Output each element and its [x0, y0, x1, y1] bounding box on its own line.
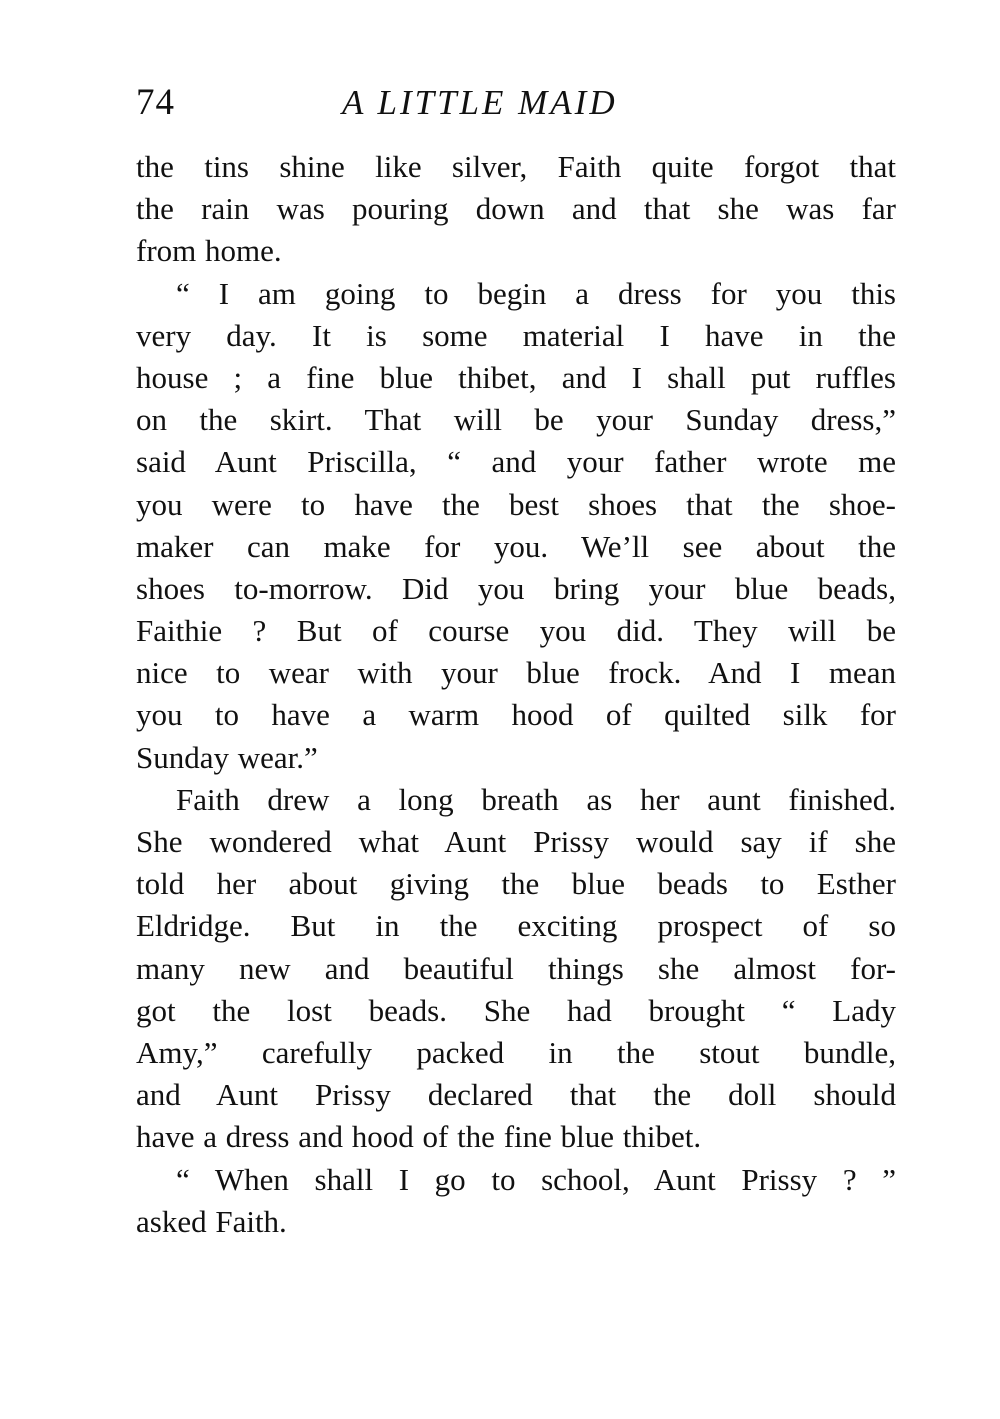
text-line: have a dress and hood of the fine blue thibet. [136, 1119, 702, 1155]
text-line: shoes to-morrow. Did you bring your blue beads, [136, 570, 896, 606]
text-line: told her about giving the blue beads to Esther [136, 866, 896, 902]
text-line: you were to have the best shoes that the shoe- [136, 486, 896, 522]
text-line: said Aunt Priscilla, “ and your father wrote me [136, 444, 896, 480]
page-number: 74 [136, 82, 175, 123]
running-title: A LITTLE MAID [342, 83, 618, 122]
text-line: house ; a fine blue thibet, and I shall put ruffles [136, 359, 896, 395]
text-line: the tins shine like silver, Faith quite forgot that [136, 149, 896, 184]
text-line: and Aunt Prissy declared that the doll should [136, 1077, 896, 1113]
text-line: many new and beautiful things she almost for- [136, 950, 896, 986]
text-line: very day. It is some material I have in the [136, 317, 896, 353]
body-text [136, 146, 896, 1243]
text-line: Sunday wear.” [136, 739, 318, 775]
text-line: from home. [136, 233, 282, 269]
text-line: got the lost beads. She had brought “ Lady [136, 992, 896, 1028]
running-head [136, 78, 896, 128]
text-line: asked Faith. [136, 1203, 287, 1239]
text-line: She wondered what Aunt Prissy would say if she [136, 824, 896, 859]
text-line: nice to wear with your blue frock. And I mean [136, 655, 896, 691]
text-line: Faithie ? But of course you did. They will be [136, 613, 896, 649]
text-line: Faith drew a long breath as her aunt finished. [176, 781, 896, 817]
text-line: Eldridge. But in the exciting prospect of so [136, 908, 896, 944]
text-line: maker can make for you. We’ll see about the [136, 528, 896, 564]
text-line: “ I am going to begin a dress for you this [176, 275, 896, 311]
text-line: the rain was pouring down and that she was far [136, 191, 896, 227]
text-line: on the skirt. That will be your Sunday dress,” [136, 402, 896, 438]
text-line: you to have a warm hood of quilted silk for [136, 697, 896, 733]
text-line: Amy,” carefully packed in the stout bundle, [136, 1034, 896, 1070]
text-line: “ When shall I go to school, Aunt Prissy ? ” [176, 1161, 896, 1197]
